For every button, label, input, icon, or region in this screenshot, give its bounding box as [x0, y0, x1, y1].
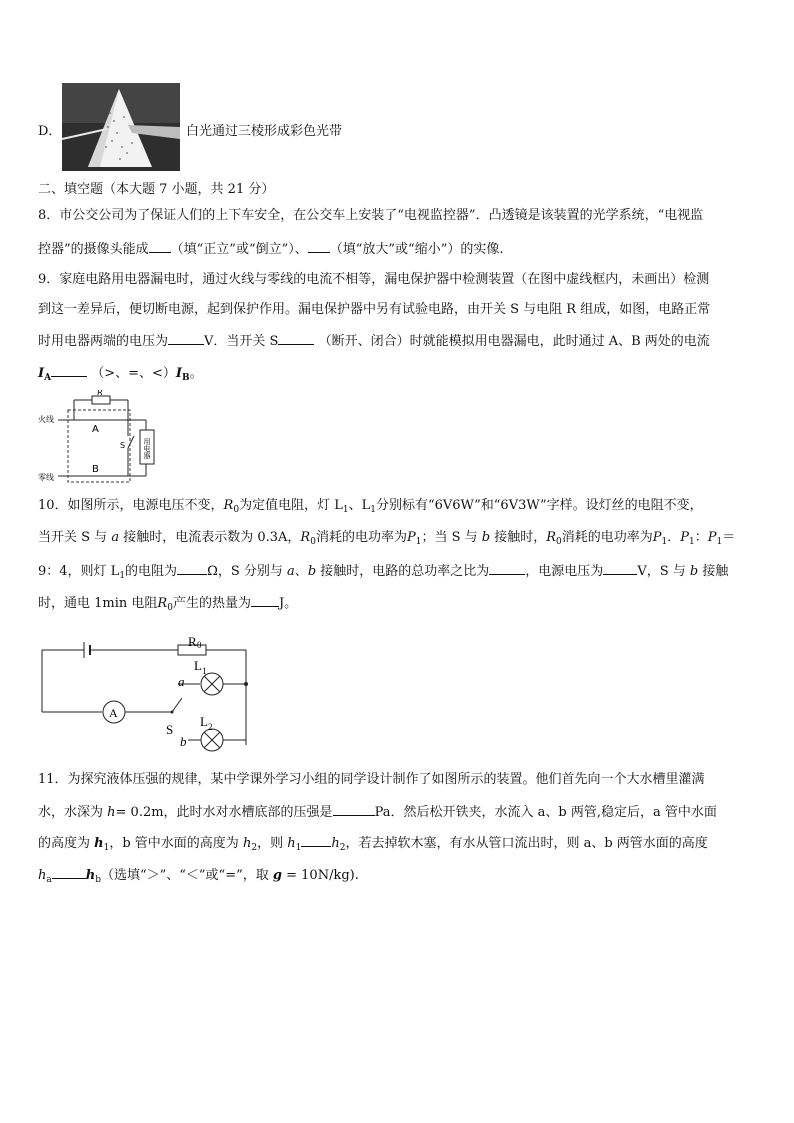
- q10-p2: P: [652, 530, 662, 545]
- q10-text1b: 为定值电阻，灯 L: [239, 498, 343, 513]
- q9-figure: [36, 390, 160, 486]
- q8-text1: 8．市公交公司为了保证人们的上下车安全，在公交车上安装了“电视监控器”．凸透镜是该装置的光学系统，“电视监: [38, 208, 704, 223]
- q11-text2a: 水，水深为: [38, 805, 104, 820]
- q9-line1: [38, 272, 709, 288]
- q10-fig-r0: R: [188, 634, 197, 649]
- q10-text2i: ＝: [722, 530, 736, 545]
- q9-fig-a: A: [92, 424, 99, 435]
- q11-hb: h: [242, 836, 252, 851]
- q10-fig-r0-sub: 0: [197, 640, 202, 650]
- q11-line1: [38, 772, 705, 788]
- q10-p4: P: [707, 530, 717, 545]
- q10-circuit: [38, 620, 258, 755]
- q9-fig-live: 火线: [38, 415, 54, 424]
- q10-text2e: 接触时，: [494, 530, 547, 545]
- q10-text3c: Ω，S 分别与: [207, 564, 283, 579]
- q11-line4: [38, 866, 359, 884]
- q10-text3g: V，S 与: [637, 564, 686, 579]
- q10-fig-ammeter: A: [109, 706, 118, 720]
- q10-text3f: ，电源电压为: [525, 564, 604, 579]
- q11-line2: [38, 803, 717, 821]
- q10-fig-b: b: [180, 734, 187, 749]
- q9-ia: I: [38, 366, 45, 381]
- q11-blank1[interactable]: [333, 803, 375, 816]
- q10-blank1[interactable]: [177, 562, 207, 575]
- q11-text2b: = 0.2m，此时水对水槽底部的压强是: [115, 805, 333, 820]
- q11-hB-sub: b: [95, 875, 101, 885]
- q8-text2b: （填“正立”或“倒立”）、: [170, 242, 308, 257]
- q11-text2c: Pa．然后松开铁夹，水流入 a、b 两管,稳定后，a 管中水面: [374, 805, 717, 820]
- q11-text4a: （选填“＞”、“＜”或“=”，取: [100, 868, 269, 883]
- q9-line4: [38, 364, 203, 382]
- q10-r0c-sub: 0: [556, 537, 562, 547]
- q10-text2d: ；当 S 与: [421, 530, 478, 545]
- q10-l1b-sub: 1: [370, 505, 376, 515]
- q10-text4c: J。: [278, 596, 298, 611]
- q10-text2a: 当开关 S 与: [38, 530, 108, 545]
- q9-text4b: （>、=、<）: [91, 366, 176, 381]
- q10-fig-a: a: [178, 674, 185, 689]
- q10-line1: [38, 498, 703, 514]
- q10-fig-l1-sub: 1: [202, 666, 207, 676]
- q11-text3a: 的高度为: [38, 836, 91, 851]
- q9-text2: 到这一差异后，便切断电源，起到保护作用。漏电保护器中另有试验电路，由开关 S 与电阻 R 组成，如图，电路正常: [38, 302, 711, 317]
- q10-text2f: 消耗的电功率为: [561, 530, 653, 545]
- q11-text3d: ，若去掉软木塞，有水从管口流出时，则 a、b 两管水面的高度: [345, 836, 708, 851]
- q10-p1-sub: 1: [415, 537, 422, 547]
- q10-p4-sub: 1: [716, 537, 723, 547]
- q10-r0d-sub: 0: [167, 603, 173, 613]
- q10-b3: b: [689, 564, 699, 579]
- q10-a2: a: [287, 564, 295, 579]
- option-d-caption: 白光通过三棱形成彩色光带: [186, 124, 343, 139]
- q11-h1-sub: 1: [295, 843, 302, 853]
- q9-text1: 9．家庭电路用电器漏电时，通过火线与零线的电流不相等，漏电保护器中检测装置（在图中虚线框内，未画出）检测: [38, 272, 710, 287]
- q9-blank3[interactable]: [51, 364, 87, 377]
- q9-ib-sub: B: [182, 373, 190, 383]
- q11-text3b: ，b 管中水面的高度为: [109, 836, 239, 851]
- q10-fig-l2: L: [200, 714, 208, 729]
- q9-fig-s: S: [120, 441, 126, 450]
- q11-text3c: ，则: [257, 836, 284, 851]
- q11-blank3[interactable]: [52, 866, 86, 879]
- q10-text1a: 10．如图所示，电源电压不变，: [38, 498, 224, 513]
- q10-line3: [38, 562, 728, 580]
- q11-ha-sub: 1: [103, 843, 110, 853]
- q10-text3b: 的电阻为: [125, 564, 178, 579]
- q11-hB: h: [85, 868, 96, 883]
- q10-line4: [38, 594, 297, 612]
- q8-line2: [38, 240, 503, 258]
- q8-line1: [38, 208, 703, 224]
- q10-fig-l2-sub: 2: [208, 722, 213, 732]
- q9-line2: [38, 302, 710, 318]
- q9-blank1[interactable]: [168, 332, 204, 345]
- q10-text2g: ．: [667, 530, 681, 545]
- q10-r0b-sub: 0: [310, 537, 316, 547]
- q10-l1c-sub: 1: [119, 571, 126, 581]
- q10-blank2[interactable]: [489, 562, 525, 575]
- q10-a: a: [111, 530, 120, 545]
- q10-text1d: 分别标有“6V6W”和“6V3W”字样。设灯丝的电阻不变，: [375, 498, 703, 513]
- q9-ib: I: [175, 366, 182, 381]
- q11-h2: h: [331, 836, 340, 851]
- q8-blank2[interactable]: [308, 240, 330, 253]
- q10-p3: P: [680, 530, 690, 545]
- q10-text3a: 9：4，则灯 L: [38, 564, 120, 579]
- q10-p2-sub: 1: [661, 537, 668, 547]
- q11-h2-sub: 2: [339, 843, 346, 853]
- q11-h: h: [107, 805, 116, 820]
- q10-text2h: ：: [694, 530, 708, 545]
- q9-text4end: 。: [189, 366, 203, 381]
- q10-text4b: 产生的热量为: [172, 596, 251, 611]
- prism-drawing: [62, 83, 180, 171]
- section-heading: 二、填空题（本大题 7 小题，共 21 分）: [38, 182, 275, 197]
- q10-text2c: 消耗的电功率为: [315, 530, 407, 545]
- q11-blank2[interactable]: [301, 834, 331, 847]
- q9-text3a: 时用电器两端的电压为: [38, 334, 169, 349]
- q10-text3d: 、: [294, 564, 308, 579]
- q10-b2: b: [307, 564, 317, 579]
- option-d-label: D．: [38, 124, 62, 139]
- q9-fig-r: R: [97, 390, 103, 397]
- q10-fig-s: S: [166, 722, 174, 737]
- q10-r0b: R: [300, 530, 311, 545]
- q11-text1: 11．为探究液体压强的规律，某中学课外学习小组的同学设计制作了如图所示的装置。他们首先向一个大水槽里灌满: [38, 772, 705, 787]
- q11-hb-sub: 2: [251, 843, 258, 853]
- q8-text2c: （填“放大”或“缩小”）的实像.: [329, 242, 504, 257]
- q10-r0: R: [223, 498, 234, 513]
- q10-l1-sub: 1: [342, 505, 349, 515]
- q10-blank4[interactable]: [251, 594, 279, 607]
- q11-g: g: [272, 868, 282, 883]
- prism-image: [62, 83, 180, 171]
- q11-text4b: = 10N/kg).: [286, 868, 359, 883]
- q10-p3-sub: 1: [689, 537, 695, 547]
- q9-line3: [38, 332, 710, 350]
- q11-hA: h: [38, 868, 47, 883]
- q10-b: b: [481, 530, 491, 545]
- q9-blank2[interactable]: [278, 332, 314, 345]
- q9-ia-sub: A: [44, 373, 52, 383]
- q10-fig-l1: L: [194, 658, 202, 673]
- q8-blank1[interactable]: [149, 240, 171, 253]
- q10-text2b: 接触时，电流表示数为 0.3A，: [123, 530, 301, 545]
- q10-r0-sub: 0: [233, 505, 240, 515]
- q10-blank3[interactable]: [603, 562, 637, 575]
- q10-text3e: 接触时，电路的总功率之比为: [320, 564, 490, 579]
- q9-text3c: （断开、闭合）时就能模拟用电器漏电，此时通过 A、B 两处的电流: [318, 334, 710, 349]
- q11-h1: h: [287, 836, 296, 851]
- q10-line2: [38, 530, 735, 546]
- q11-line3: [38, 834, 708, 852]
- q11-hA-sub: a: [46, 875, 52, 885]
- q9-fig-b: B: [92, 464, 99, 475]
- q10-r0c: R: [546, 530, 557, 545]
- q9-fig-appliance: 用电器: [143, 438, 151, 459]
- q8-text2a: 控器”的摄像头能成: [38, 242, 149, 257]
- q9-fig-neutral: 零线: [38, 473, 54, 482]
- q10-r0d: R: [157, 596, 168, 611]
- q10-p1: P: [406, 530, 416, 545]
- q10-text4a: 时，通电 1min 电阻: [38, 596, 158, 611]
- q9-text3b: V．当开关 S: [204, 334, 279, 349]
- q11-ha: h: [94, 836, 104, 851]
- q10-text3h: 接触: [702, 564, 729, 579]
- q10-text1c: 、L: [348, 498, 371, 513]
